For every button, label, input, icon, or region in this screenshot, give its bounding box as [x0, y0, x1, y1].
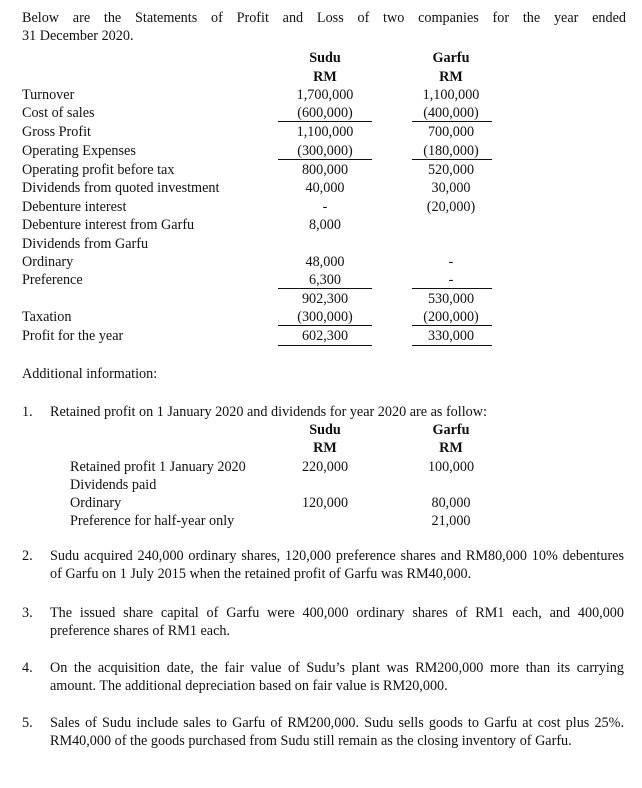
row-value-garfu: 520,000 — [427, 162, 475, 178]
additional-info-heading: Additional information: — [22, 366, 158, 382]
retained-label: Preference for half-year only — [70, 513, 235, 529]
note-text: Sudu acquired 240,000 ordinary shares, 120,000 preference shares and RM80,000 10% debentures of Garfu on 1 July 2015 when the retained profit of Garfu was RM40,000. — [50, 548, 624, 582]
row-label: Cost of sales — [22, 105, 95, 121]
row-value-sudu: (300,000) — [297, 309, 353, 325]
retained-label: Ordinary — [70, 495, 122, 511]
intro-line-1: Below are the Statements of Profit and Loss of two companies for the year ended — [22, 10, 626, 26]
note-number: 2. — [22, 548, 33, 564]
row-value-sudu: 40,000 — [305, 180, 345, 196]
subtotal-rule-garfu — [412, 288, 492, 289]
row-value-garfu: (20,000) — [426, 199, 476, 215]
row-label: Debenture interest from Garfu — [22, 217, 195, 233]
retained-label: Retained profit 1 January 2020 — [70, 459, 246, 475]
row-label: Operating profit before tax — [22, 162, 175, 178]
subtotal-rule-garfu — [412, 121, 492, 122]
row-label: Operating Expenses — [22, 143, 136, 159]
column-header-garfu: Garfu — [432, 50, 470, 66]
row-label: Ordinary — [22, 254, 74, 270]
row-value-sudu: 1,100,000 — [296, 124, 354, 140]
row-label: Dividends from Garfu — [22, 236, 149, 252]
retained-value-sudu: 120,000 — [301, 495, 349, 511]
retained-unit-sudu: RM — [313, 440, 337, 456]
retained-value-garfu: 100,000 — [427, 459, 475, 475]
retained-value-sudu: 220,000 — [301, 459, 349, 475]
row-value-sudu: (300,000) — [297, 143, 353, 159]
subtotal-rule-sudu — [278, 325, 372, 326]
row-value-garfu: - — [448, 254, 454, 270]
row-value-garfu: (200,000) — [423, 309, 479, 325]
note-text: The issued share capital of Garfu were 400,000 ordinary shares of RM1 each, and 400,000 preference shares of RM1 each. — [50, 605, 624, 639]
row-value-sudu: 602,300 — [301, 328, 349, 344]
retained-header-garfu: Garfu — [432, 422, 470, 438]
row-value-sudu: 902,300 — [301, 291, 349, 307]
row-label: Dividends from quoted investment — [22, 180, 220, 196]
column-header-sudu: Sudu — [309, 50, 341, 66]
row-value-garfu: 1,100,000 — [422, 87, 480, 103]
row-value-garfu: (400,000) — [423, 105, 479, 121]
row-label: Taxation — [22, 309, 72, 325]
row-value-sudu: 6,300 — [309, 272, 341, 288]
row-value-garfu: 700,000 — [427, 124, 475, 140]
note-number: 5. — [22, 715, 33, 731]
column-unit-garfu: RM — [439, 69, 463, 85]
note-number: 1. — [22, 404, 33, 420]
row-label: Profit for the year — [22, 328, 124, 344]
row-value-sudu: 48,000 — [305, 254, 345, 270]
retained-value-garfu: 21,000 — [431, 513, 471, 529]
subtotal-rule-sudu — [278, 159, 372, 160]
row-value-garfu: 530,000 — [427, 291, 475, 307]
row-value-sudu: (600,000) — [297, 105, 353, 121]
row-value-sudu: 8,000 — [309, 217, 341, 233]
retained-value-garfu: 80,000 — [431, 495, 471, 511]
retained-header-sudu: Sudu — [309, 422, 341, 438]
row-value-sudu: 1,700,000 — [296, 87, 354, 103]
row-value-sudu: - — [322, 199, 328, 215]
subtotal-rule-sudu — [278, 288, 372, 289]
row-label: Gross Profit — [22, 124, 91, 140]
subtotal-rule-sudu — [278, 121, 372, 122]
row-label: Turnover — [22, 87, 75, 103]
row-value-garfu: (180,000) — [423, 143, 479, 159]
row-value-garfu: 30,000 — [431, 180, 471, 196]
note-text: Sales of Sudu include sales to Garfu of RM200,000. Sudu sells goods to Garfu at cost plus 25%. RM40,000 of the goods purchased from Sudu still remain as the closing inventory of Garfu. — [50, 715, 624, 749]
row-label: Debenture interest — [22, 199, 127, 215]
note-text: Retained profit on 1 January 2020 and dividends for year 2020 are as follow: — [50, 404, 487, 420]
column-unit-sudu: RM — [313, 69, 337, 85]
row-value-garfu: - — [448, 272, 454, 288]
note-number: 3. — [22, 605, 33, 621]
retained-unit-garfu: RM — [439, 440, 463, 456]
subtotal-rule-garfu — [412, 325, 492, 326]
retained-label: Dividends paid — [70, 477, 157, 493]
note-text: On the acquisition date, the fair value of Sudu’s plant was RM200,000 more than its carrying amount. The additional depreciation based on fair value is RM20,000. — [50, 660, 624, 694]
row-label: Preference — [22, 272, 83, 288]
row-value-garfu: 330,000 — [427, 328, 475, 344]
row-value-sudu: 800,000 — [301, 162, 349, 178]
total-rule-sudu — [278, 345, 372, 346]
intro-paragraph — [22, 9, 626, 45]
note-number: 4. — [22, 660, 33, 676]
total-rule-garfu — [412, 345, 492, 346]
intro-line-2: 31 December 2020. — [22, 28, 134, 44]
subtotal-rule-garfu — [412, 159, 492, 160]
